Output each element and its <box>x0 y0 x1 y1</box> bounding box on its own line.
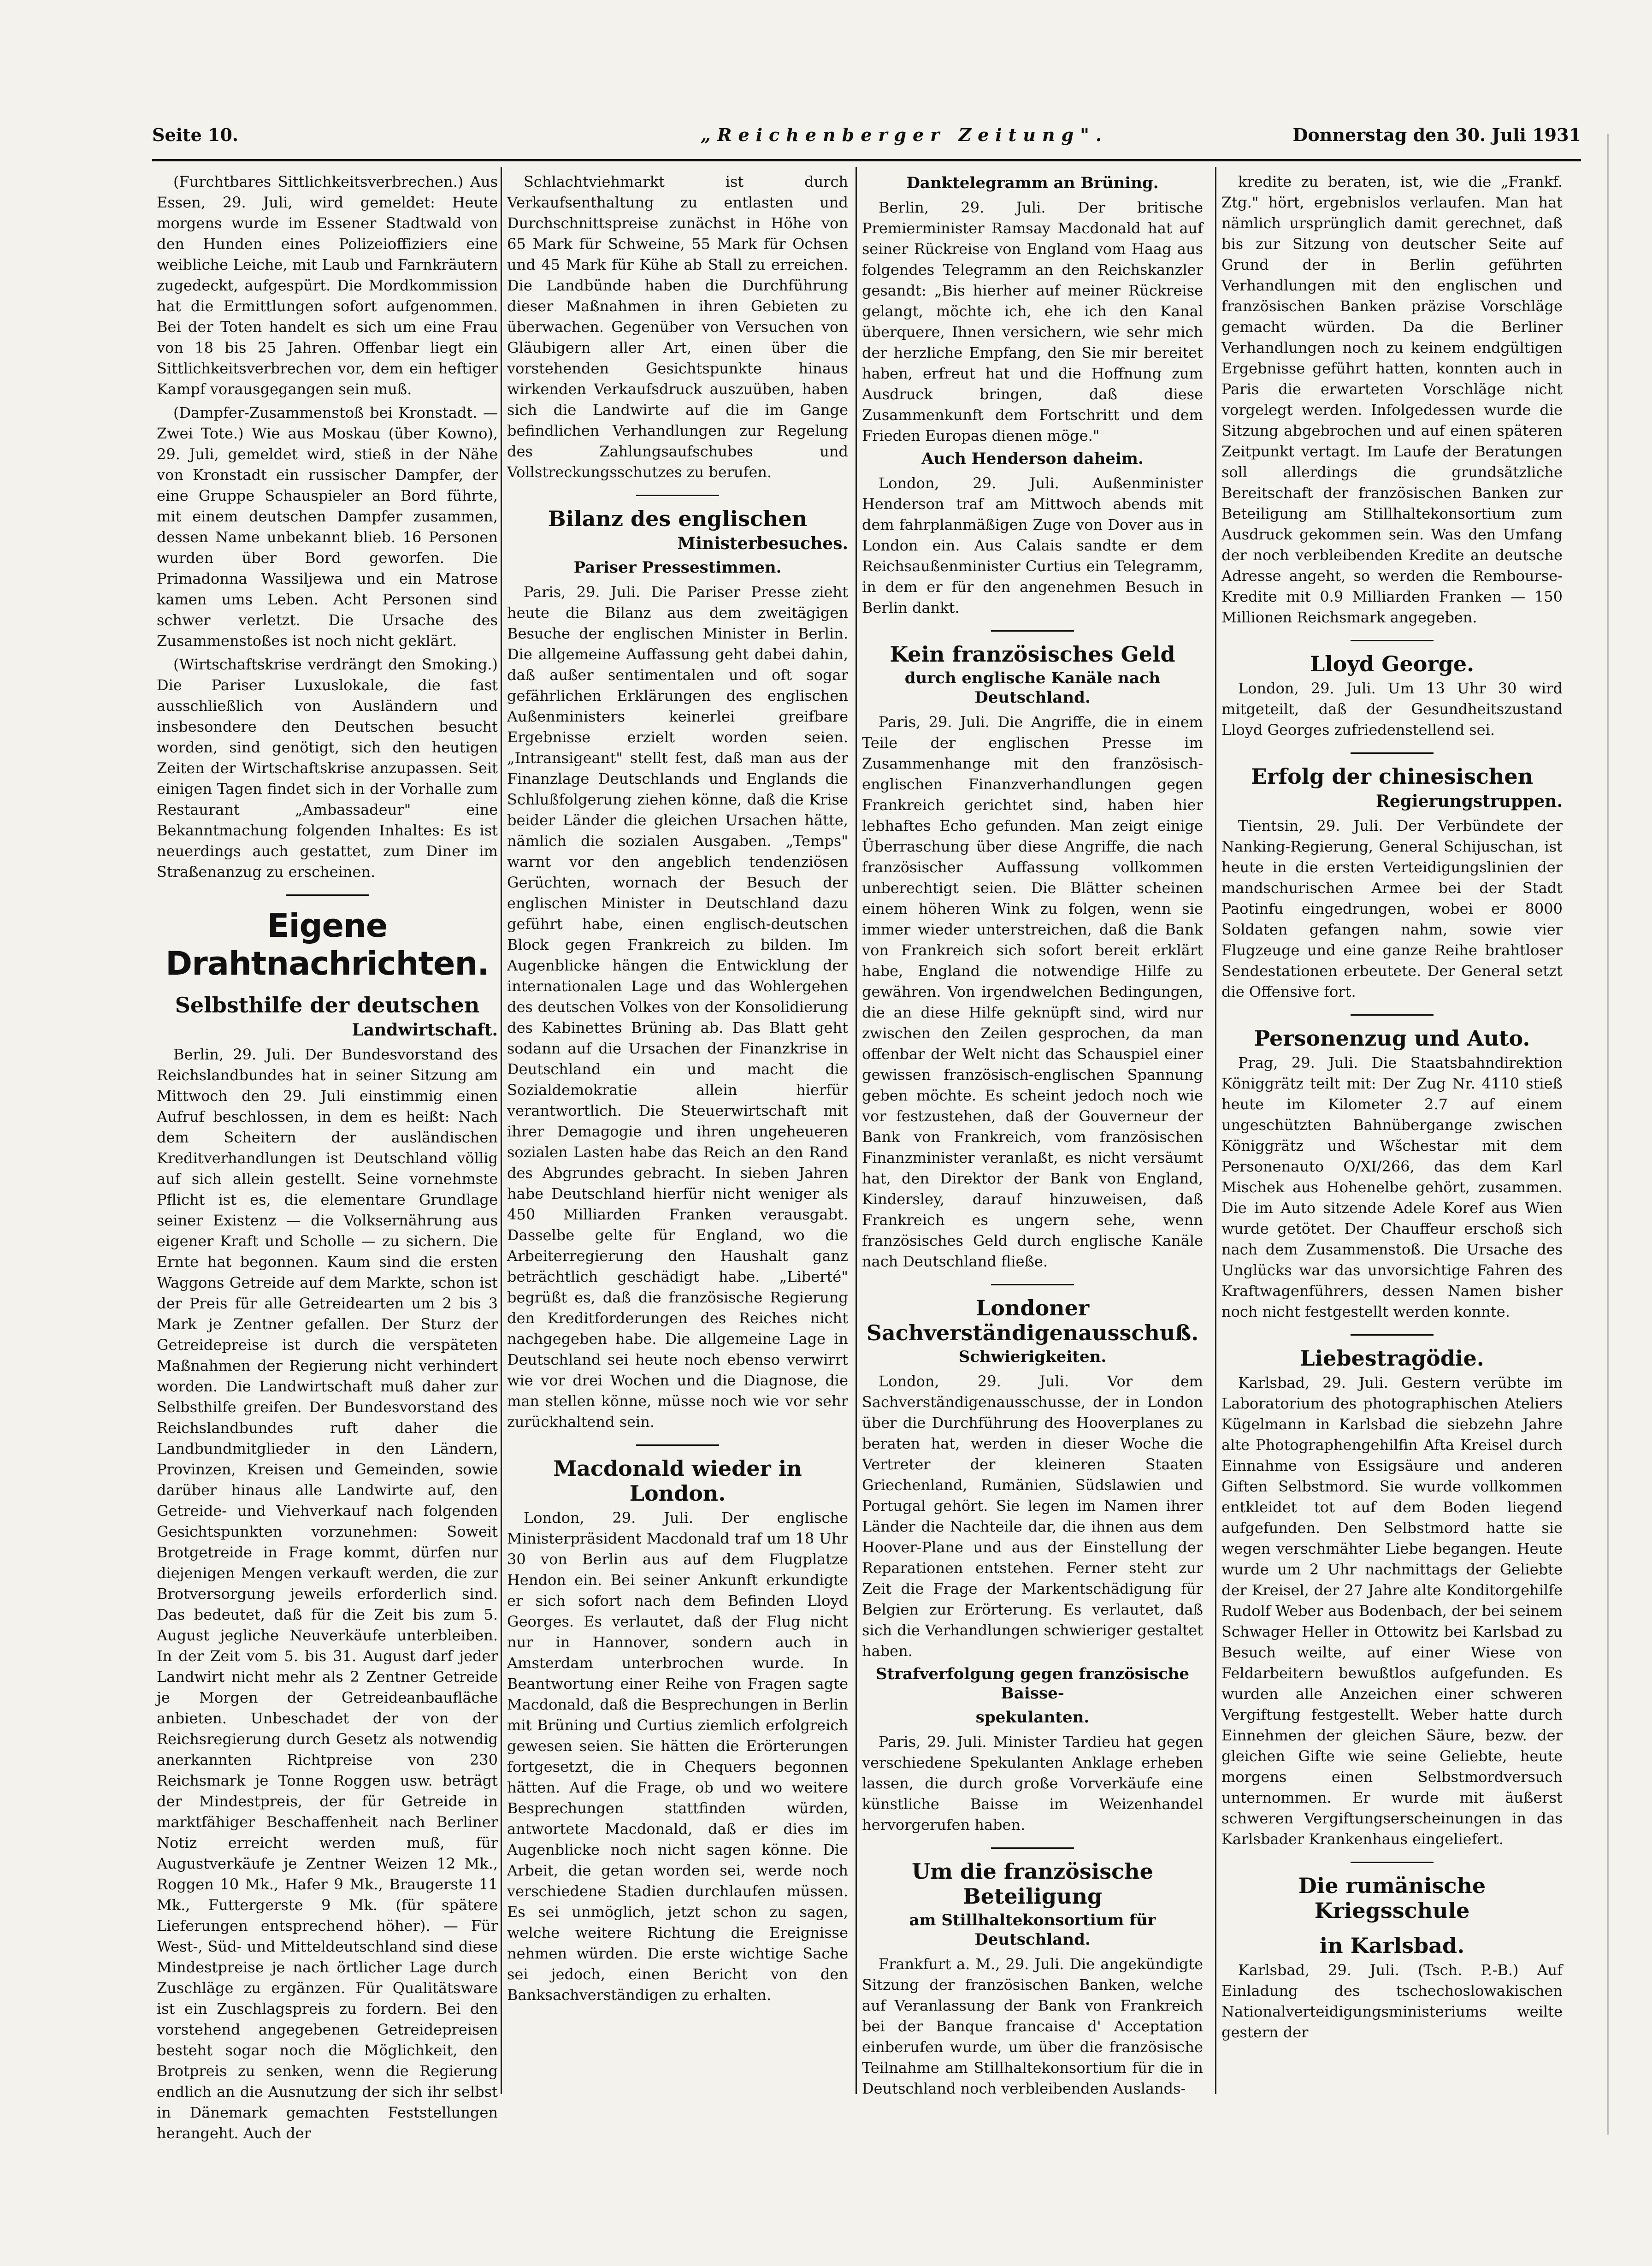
article-subheadline: Pariser Pressestimmen. <box>573 558 782 577</box>
page-edge <box>1607 134 1609 2135</box>
section-title: Eigene Drahtnachrichten. <box>165 907 489 982</box>
article-headline: Erfolg der chinesischen <box>1251 764 1534 789</box>
article-body: Tientsin, 29. Juli. Der Verbündete der Nanking-Regierung, General Schijuschan, ist heute in die ersten Verteidigungslinien der mandschurischen Armee bei der Stadt Paotinfu eingedrungen, wobei er 8000 Soldaten gefangen nahm, sowie vier Flugzeuge und eine ganze Reihe brahtloser Sendestationen erbeutete. Der General setzt die Offensive fort. <box>1221 817 1563 1000</box>
divider <box>991 630 1074 632</box>
column-2 <box>507 172 848 2089</box>
article-subheadline: am Stillhaltekonsortium für Deutschland. <box>909 1911 1156 1949</box>
column-rule <box>501 167 502 2094</box>
divider <box>286 894 369 896</box>
divider <box>636 495 719 496</box>
article-headline: Personenzug und Auto. <box>1254 1026 1530 1051</box>
article-headline: Macdonald wieder in London. <box>553 1456 802 1506</box>
divider <box>991 1284 1074 1285</box>
article-body: Schlachtviehmarkt ist durch Verkaufsenthaltung zu entlasten und Durchschnittspreise zunächst in Höhe von 65 Mark für Schweine, 55 Mark für Ochsen und 45 Mark für Kühe ab Stall zu erreichen. Die Landbünde haben die Durchführung dieser Maßnahmen in ihren Gebieten zu überwachen. Gegenüber von Versuchen von Gläubigern aller Art, einen über die vorstehenden Gesichtspunkte hinaus wirkenden Verkaufsdruck auszuüben, haben sich die Landwirte auf die im Gange befindlichen Verhandlungen zur Regelung des Zahlungsaufschubes und Vollstreckungsschutzes zu berufen. <box>507 173 848 481</box>
article-headline: Londoner Sachverständigenausschuß. <box>866 1296 1199 1345</box>
article-body: (Furchtbares Sittlichkeitsverbrechen.) Aus Essen, 29. Juli, wird gemeldet: Heute morgens wurde im Essener Stadtwald von den Hunden eines Polizeioffiziers eine weibliche Leiche, mit Laub und Farnkräutern zugedeckt, aufgespürt. Die Mordkommission hat die Ermittlungen sofort aufgenommen. Bei der Toten handelt es sich um eine Frau von 18 bis 25 Jahren. Offenbar liegt ein Sittlichkeitsverbrechen vor, dem ein heftiger Kampf vorausgegangen sein muß. <box>157 173 498 398</box>
article-headline: Liebestragödie. <box>1300 1346 1484 1371</box>
article-headline: Bilanz des englischen <box>548 506 808 531</box>
article-headline-cont: spekulanten. <box>975 1708 1090 1727</box>
divider <box>1351 1334 1434 1336</box>
article-headline: Selbsthilfe der deutschen <box>175 993 480 1018</box>
newspaper-title: „Reichenberger Zeitung". <box>701 124 1109 145</box>
article-body: London, 29. Juli. Um 13 Uhr 30 wird mitgeteilt, daß der Gesundheitszustand Lloyd Georges zufriedenstellend sei. <box>1221 680 1563 739</box>
article-headline-cont: Regierungstruppen. <box>1375 792 1563 811</box>
article-body: London, 29. Juli. Außenminister Henderson traf am Mittwoch abends mit dem fahrplanmäßigen Zuge von Dover aus in London ein. Aus Calais sandte er dem Reichsaußenminister Curtius ein Telegramm, in dem er für den angenehmen Besuch in Berlin dankt. <box>862 474 1203 616</box>
column-4 <box>1221 172 1563 2089</box>
article-body: London, 29. Juli. Der englische Ministerpräsident Macdonald traf um 18 Uhr 30 von Berlin aus auf dem Flugplatze Hendon ein. Bei seiner Ankunft erkundigte er sich sofort nach dem Befinden Lloyd Georges. Es verlautet, daß der Flug nicht nur in Hannover, sondern auch in Amsterdam unterbrochen wurde. In Beantwortung einer Reihe von Fragen sagte Macdonald, daß die Besprechungen in Berlin mit Brüning und Curtius ziemlich erfolgreich gewesen seien. Sie hätten die Erörterungen fortgesetzt, die in Chequers begonnen hätten. Auf die Frage, ob und wo weitere Besprechungen stattfinden würden, antwortete Macdonald, daß er dies im Augenblicke noch nicht sagen könne. Die Arbeit, die getan worden sei, werde noch verschiedene Stadien durchlaufen müssen. Es sei unmöglich, jetzt schon zu sagen, welche weitere Richtung die Ereignisse nehmen würden. Die erste wichtige Sache sei jedoch, einen Bericht von den Banksachverständigen zu erhalten. <box>507 1509 848 2004</box>
article-headline: Die rumänische Kriegsschule <box>1298 1873 1486 1923</box>
divider <box>991 1847 1074 1849</box>
article-headline: Strafverfolgung gegen französische Baisse- <box>875 1665 1190 1703</box>
article-headline-cont: Landwirtschaft. <box>352 1020 498 1040</box>
article-headline: Um die französische Beteiligung <box>912 1859 1153 1909</box>
article-body: Prag, 29. Juli. Die Staatsbahndirektion Königgrätz teilt mit: Der Zug Nr. 4110 stieß heute im Kilometer 2.7 auf einem ungeschützten Bahnübergange zwischen Königgrätz und Wšchestar mit dem Personenauto O/XI/266, das dem Karl Mischek aus Hohenelbe gehört, zusammen. Die im Auto sitzende Adele Koref aus Wien wurde getötet. Der Chauffeur erschoß sich nach dem Zusammenstoß. Die Ursache des Unglücks war das unvorsichtige Fahren des Kraftwagenführers, dessen Namen bisher noch nicht festgestellt werden konnte. <box>1221 1054 1563 1320</box>
article-body: London, 29. Juli. Vor dem Sachverständigenausschusse, der in London über die Durchführung des Hooverplanes zu beraten hat, werden in dieser Woche die Vertreter der kleineren Staaten Griechenland, Rumänien, Südslawien und Portugal gehört. Sie legen im Namen ihrer Länder die Nachteile dar, die ihnen aus dem Hoover-Plane und aus der Einstellung der Reparationen entstehen. Ferner steht zur Zeit die Frage der Markentschädigung für Belgien zur Erörterung. Es verlautet, daß sich die Verhandlungen schwieriger gestaltet haben. <box>862 1373 1203 1660</box>
article-headline-cont: Ministerbesuches. <box>677 534 848 553</box>
issue-date: Donnerstag den 30. Juli 1931 <box>1292 124 1581 145</box>
column-1 <box>157 172 498 2142</box>
divider <box>1351 640 1434 641</box>
article-body: (Wirtschaftskrise verdrängt den Smoking.) Die Pariser Luxuslokale, die fast ausschließlich von Ausländern und insbesondere den Deutschen besucht worden, sind genötigt, sich den heutigen Zeiten der Wirtschaftskrise anzupassen. Seit einigen Tagen findet sich in der Vorhalle zum Restaurant „Ambassadeur" eine Bekanntmachung folgenden Inhaltes: Es ist neuerdings auch gestattet, zum Diner im Straßenanzug zu erscheinen. <box>157 656 498 881</box>
divider <box>1351 1014 1434 1016</box>
article-body: Berlin, 29. Juli. Der Bundesvorstand des Reichslandbundes hat in seiner Sitzung am Mittwoch den 29. Juli einstimmig einen Aufruf beschlossen, in dem es heißt: Nach dem Scheitern der ausländischen Kreditverhandlungen ist Deutschland völlig auf sich allein gestellt. Seine vornehmste Pflicht ist es, die elementare Grundlage seiner Existenz — die Volksernährung aus eigener Kraft und Scholle — zu sichern. Die Ernte hat begonnen. Kaum sind die ersten Waggons Getreide auf dem Markte, schon ist der Preis für alle Getreidearten um 2 bis 3 Mark je Zentner gefallen. Der Sturz der Getreidepreise ist durch die verspäteten Maßnahmen der Regierung nicht verhindert worden. Die Landwirtschaft muß daher zur Selbsthilfe greifen. Der Bundesvorstand des Reichslandbundes ruft daher die Landbundmitglieder in den Ländern, Provinzen, Kreisen und Gemeinden, sowie darüber hinaus alle Landwirte auf, den Getreide- und Viehverkauf nach folgenden Gesichtspunkten vorzunehmen: Soweit Brotgetreide in Frage kommt, dürfen nur diejenigen Mengen verkauft werden, die zur Brotversorgung jeweils erforderlich sind. Das bedeutet, daß für die Zeit bis zum 5. August jegliche Neuverkäufe unterbleiben. In der Zeit vom 5. bis 31. August darf jeder Landwirt nicht mehr als 2 Zentner Getreide je Morgen der Getreideanbaufläche anbieten. Unbeschadet der von der Reichsregierung durch Gesetz als notwendig anerkannten Richtpreise von 230 Reichsmark je Tonne Roggen usw. beträgt der Mindestpreis, der für Getreide in marktfähiger Beschaffenheit nach Berliner Notiz erreicht werden muß, für Augustverkäufe je Zentner Weizen 12 Mk., Roggen 10 Mk., Hafer 9 Mk., Braugerste 11 Mk., Futtergerste 9 Mk. (für spätere Lieferungen entsprechend höher). — Für West-, Süd- und Mitteldeutschland sind diese Mindestpreise je nach örtlicher Lage durch Zuschläge zu ergänzen. Für Qualitätsware ist ein Zuschlagspreis zu fordern. Bei den vorstehend angegebenen Getreidepreisen besteht sogar noch die Möglichkeit, den Brotpreis zu senken, wenn die Regierung endlich an die Ausnutzung der sich ihr selbst in Dänemark gemachten Feststellungen herangeht. Auch der <box>157 1046 498 2142</box>
article-subheadline: Schwierigkeiten. <box>958 1348 1107 1366</box>
page-header <box>152 124 1581 152</box>
article-headline: Lloyd George. <box>1310 651 1475 676</box>
article-body: Frankfurt a. M., 29. Juli. Die angekündigte Sitzung der französischen Banken, welche auf Veranlassung der Bank von Frankreich bei der Banque francaise d' Acceptation einberufen wurde, um über die französische Teilnahme am Stillhaltekonsortium für die in Deutschland noch verbleibenden Auslands- <box>862 1955 1203 2097</box>
article-body: Karlsbad, 29. Juli. (Tsch. P.-B.) Auf Einladung des tschechoslowakischen Nationalverteidigungsministeriums weilte gestern der <box>1221 1961 1563 2041</box>
article-headline-cont: in Karlsbad. <box>1319 1933 1465 1958</box>
divider <box>1351 752 1434 754</box>
article-headline: Auch Henderson daheim. <box>921 450 1144 468</box>
article-subheadline: durch englische Kanäle nach Deutschland. <box>904 669 1161 707</box>
column-3 <box>862 172 1203 2097</box>
article-body: Karlsbad, 29. Juli. Gestern verübte im Laboratorium des photographischen Ateliers Kügelmann in Karlsbad die siebzehn Jahre alte Photographengehilfin Afta Kreisel durch Einnahme von Essigsäure und anderen Giften Selbstmord. Sie wurde vollkommen entkleidet tot auf dem Boden liegend aufgefunden. Den Selbstmord hatte sie wegen verschmähter Liebe begangen. Heute wurde um 2 Uhr nachmittags der Geliebte der Kreisel, der 27 Jahre alte Konditorgehilfe Rudolf Weber aus Bodenbach, der bei seinem Schwager Heller in Ottowitz bei Karlsbad zu Besuch weilte, auf einer Wiese von Feldarbeitern bewußtlos aufgefunden. Es wurden alle Anzeichen einer schweren Vergiftung festgestellt. Weber hatte durch Einnehmen der gleichen Säure, bezw. der gleichen Gifte wie seine Geliebte, heute morgens einen Selbstmordversuch unternommen. Er wurde mit äußerst schweren Vergiftungserscheinungen in das Karlsbader Krankenhaus eingeliefert. <box>1221 1374 1563 1848</box>
header-rule <box>152 159 1581 161</box>
article-body: Paris, 29. Juli. Die Angriffe, die in einem Teile der englischen Presse im Zusammenhange mit den französisch-englischen Finanzverhandlungen gegen Frankreich gerichtet sind, haben hier lebhaftes Echo gefunden. Man zeigt einige Überraschung über diese Angriffe, die nach französischer Auffassung vollkommen unberechtigt seien. Die Blätter scheinen einem höheren Wink zu folgen, wenn sie immer wieder unterstreichen, daß die Bank von Frankreich sich sofort bereit erklärt habe, England die notwendige Hilfe zu gewähren. Von irgendwelchen Bedingungen, die an diese Hilfe geknüpft sind, wird nur zwischen den Zeilen gesprochen, da man offenbar der Welt nicht das Schauspiel einer gewissen französisch-englischen Spannung geben möchte. Es scheint jedoch noch wie vor festzustehen, daß der Gouverneur der Bank von Frankreich, vom französischen Finanzminister veranlaßt, es nicht versäumt hat, den Direktor der Bank von England, Kindersley, darauf hinzuweisen, daß Frankreich es ungern sehe, wenn französisches Geld durch englische Kanäle nach Deutschland fließe. <box>862 713 1203 1270</box>
column-rule <box>1215 167 1216 2094</box>
article-body: Berlin, 29. Juli. Der britische Premierminister Ramsay Macdonald hat auf seiner Rückreise von England vom Haag aus folgendes Telegramm an den Reichskanzler gesandt: „Bis hierher auf meiner Rückreise gelangt, möchte ich, ehe ich den Kanal überquere, Ihnen versichern, wie sehr mich der herzliche Empfang, den Sie mir bereitet haben, erfreut hat und die Hoffnung zum Ausdruck bringen, daß diese Zusammenkunft dem Fortschritt und dem Frieden Europas dienen möge." <box>862 199 1203 444</box>
article-body: kredite zu beraten, ist, wie die „Frankf. Ztg." hört, ergebnislos verlaufen. Man hat nämlich ursprünglich damit gerechnet, daß bis zur Sitzung von deutscher Seite auf Grund der in Berlin geführten Verhandlungen mit den englischen und französischen Banken präzise Vorschläge gemacht würden. Da die Berliner Verhandlungen noch zu keinem endgültigen Ergebnisse geführt hatten, konnten auch in Paris die erwarteten Vorschläge nicht vorgelegt werden. Infolgedessen wurde die Sitzung abgebrochen und auf einen späteren Zeitpunkt vertagt. Im Laufe der Beratungen soll allerdings die grundsätzliche Bereitschaft der französischen Banken zur Beteiligung am Stillhaltekonsortium zum Ausdruck gekommen sein. Was den Umfang der noch verbleibenden Kredite an deutsche Adresse angeht, so werden die Rembourse-Kredite mit 0.9 Milliarden Franken — 150 Millionen Reichsmark angegeben. <box>1221 173 1563 626</box>
divider <box>636 1444 719 1446</box>
article-headline: Danktelegramm an Brüning. <box>906 174 1159 192</box>
article-body: Paris, 29. Juli. Die Pariser Presse zieht heute die Bilanz aus dem zweitägigen Besuche der englischen Minister in Berlin. Die allgemeine Auffassung geht dabei dahin, daß außer sentimentalen und oft sogar gefährlichen Erklärungen des englischen Außenministers keinerlei greifbare Ergebnisse erzielt worden seien. „Intransigeant" stellt fest, daß man aus der Finanzlage Deutschlands und Englands die Schlußfolgerung ziehen könne, daß die Krise beider Länder die gleichen Ursachen hätte, nämlich die sozialen Ausgaben. „Temps" warnt vor den angeblich tendenziösen Gerüchten, wornach der Besuch der englischen Minister in Deutschland dazu geführt habe, einen englisch-deutschen Block gegen Frankreich zu bilden. Im Augenblicke hängen die Entwicklung der internationalen Lage und das Wohlergehen des deutschen Volkes von der Konsolidierung des Kabinettes Brüning ab. Das Blatt geht sodann auf die Ursachen der Finanzkrise in Deutschland ein und macht die Sozialdemokratie allein hierfür verantwortlich. Die Steuerwirtschaft mit ihrer Demagogie und ihren ungeheueren sozialen Lasten habe das Reich an den Rand des Abgrundes gebracht. In sieben Jahren habe Deutschland hierfür nicht weniger als 450 Milliarden Franken verausgabt. Dasselbe gelte für England, wo die Arbeiterregierung den Haushalt ganz beträchtlich geschädigt habe. „Liberté" begrüßt es, daß die französische Regierung den Kreditforderungen des Reiches nicht nachgegeben habe. Die allgemeine Lage in Deutschland sei heute noch ebenso verwirrt wie vor drei Wochen und die Diagnose, die man stellen könne, müsse noch wie vor sehr zurückhaltend sein. <box>507 583 848 1431</box>
divider <box>1351 1862 1434 1863</box>
article-body: Paris, 29. Juli. Minister Tardieu hat gegen verschiedene Spekulanten Anklage erheben lassen, die durch große Vorverkäufe eine künstliche Baisse im Weizenhandel hervorgerufen haben. <box>862 1733 1203 1834</box>
page-number: Seite 10. <box>152 124 239 145</box>
article-headline: Kein französisches Geld <box>890 642 1175 667</box>
article-body: (Dampfer-Zusammenstoß bei Kronstadt. — Zwei Tote.) Wie aus Moskau (über Kowno), 29. Juli, gemeldet wird, stieß in der Nähe von Kronstadt ein russischer Dampfer, der eine Gruppe Schauspieler an Bord führte, mit einem deutschen Dampfer zusammen, dessen Name unbekannt blieb. 16 Personen wurden über Bord geworfen. Die Primadonna Wassiljewa und ein Matrose kamen ums Leben. Acht Personen sind schwer verletzt. Die Ursache des Zusammenstoßes ist noch nicht geklärt. <box>157 404 498 650</box>
column-rule <box>856 167 857 2094</box>
